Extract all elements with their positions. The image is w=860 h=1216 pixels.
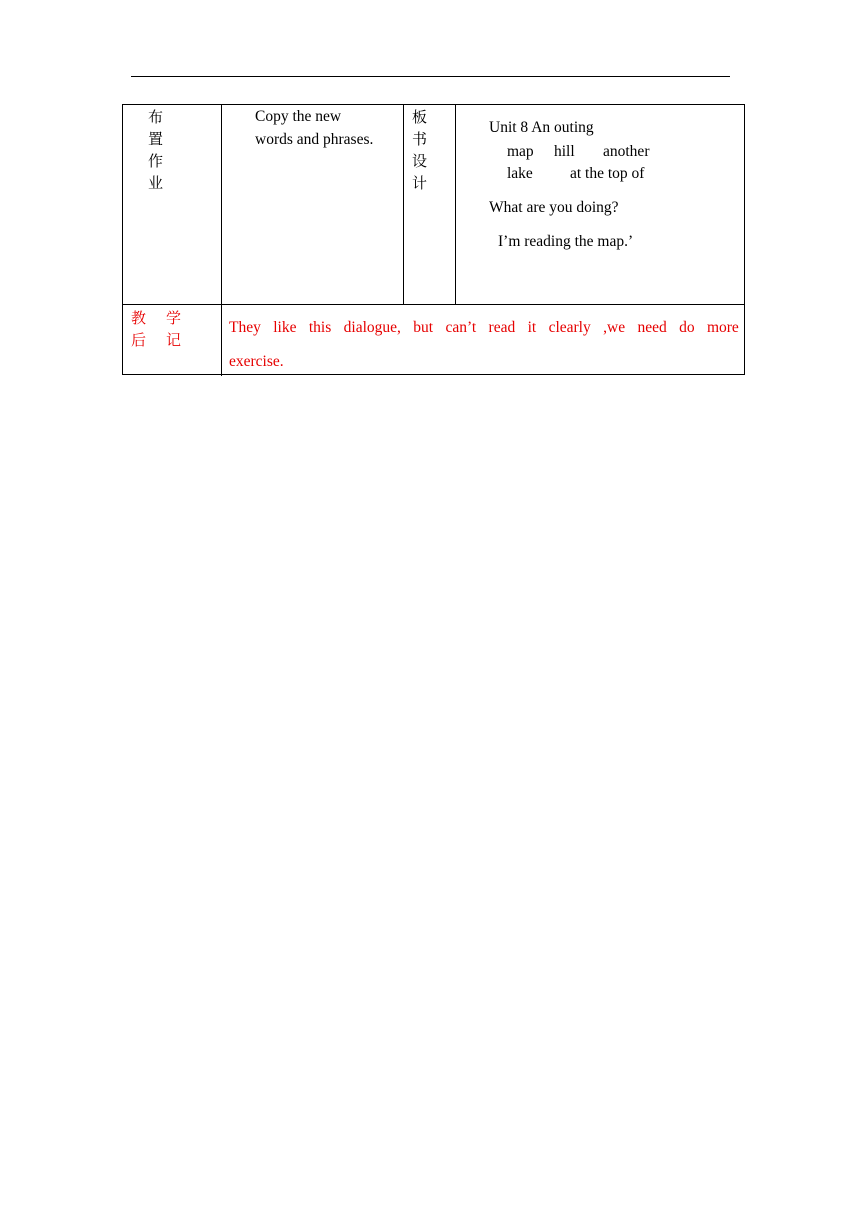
homework-line: words and phrases. [255, 131, 374, 148]
column-divider [455, 105, 456, 305]
homework-line: Copy the new [255, 108, 342, 125]
header-rule [131, 76, 730, 77]
reflection-line: exercise. [229, 353, 284, 370]
vocab-word: another [603, 143, 650, 160]
homework-label: 布 置 作 业 [148, 108, 164, 192]
column-divider [221, 105, 222, 376]
vocab-word: lake [507, 165, 533, 182]
vocab-word: at the top of [570, 165, 645, 182]
board-answer: I’m reading the map.’ [498, 233, 634, 250]
vocab-word: hill [554, 143, 575, 160]
board-title: Unit 8 An outing [489, 119, 594, 136]
column-divider [403, 105, 404, 305]
reflection-label: 教 学 后 记 [131, 309, 182, 349]
lesson-plan-table [122, 104, 745, 375]
board-question: What are you doing? [489, 199, 619, 216]
row-divider [123, 304, 744, 305]
vocab-word: map [507, 143, 534, 160]
board-design-label: 板 书 设 计 [412, 108, 428, 192]
reflection-line: They like this dialogue, but can’t read it clearly ,we need do more [229, 319, 739, 336]
